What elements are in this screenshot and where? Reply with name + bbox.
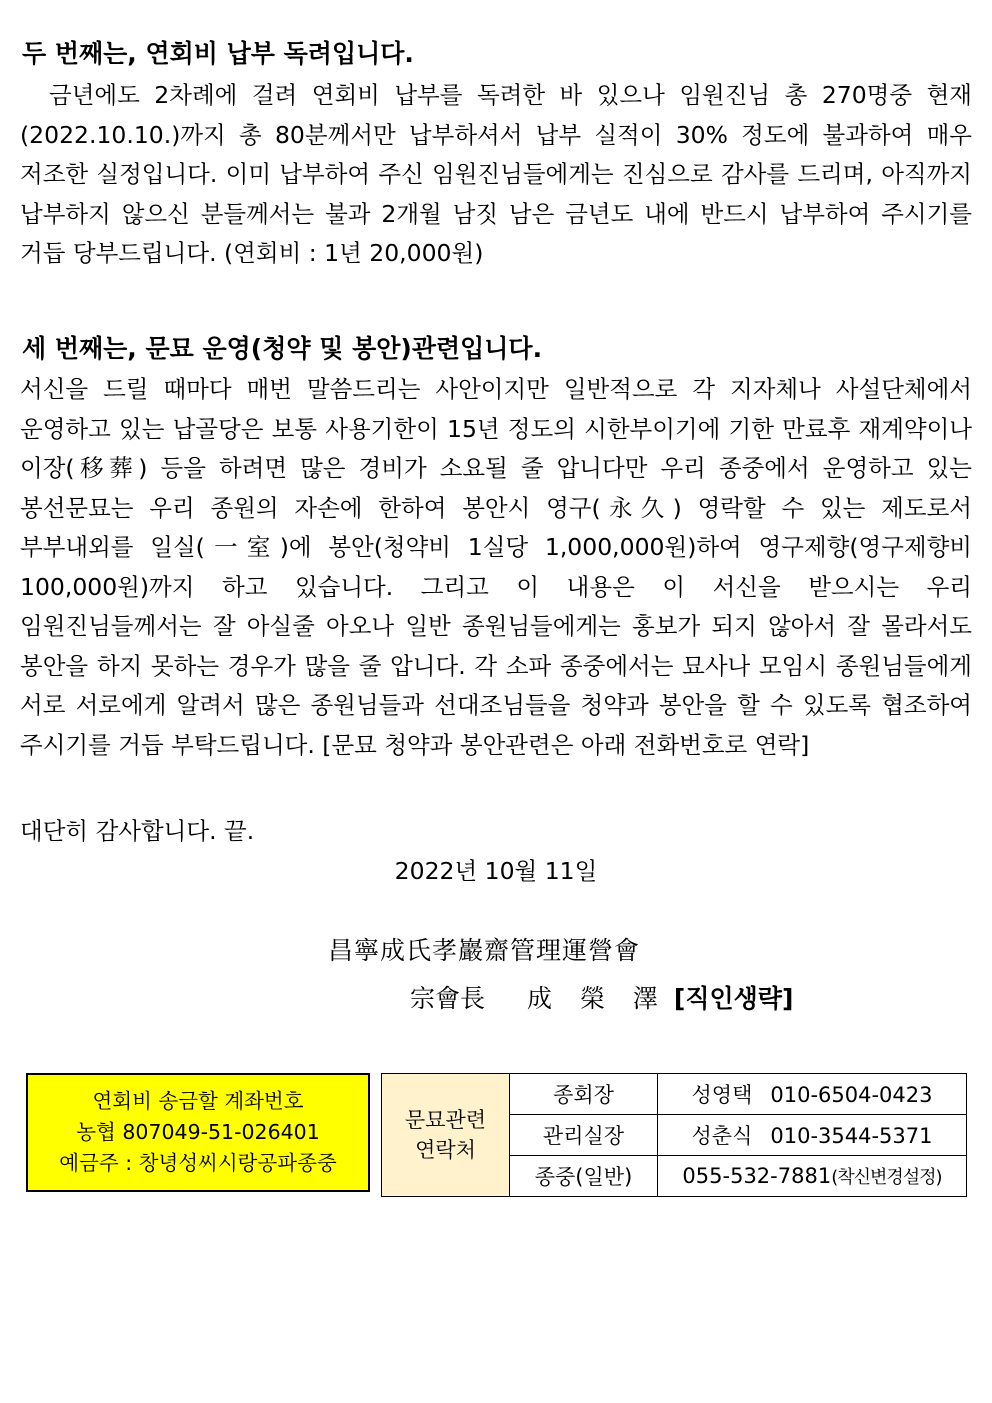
closing-line: 대단히 감사합니다. 끝. — [20, 817, 255, 845]
contact-person: 성춘식 — [691, 1124, 753, 1148]
contact-role: 종회장 — [510, 1074, 658, 1115]
contact-table — [381, 1073, 967, 1197]
section2-body: 금년에도 2차례에 걸려 연회비 납부를 독려한 바 있으나 임원진님 총 270명중 현재(2022.10.10.)까지 총 80분께서만 납부하셔서 납부 실적이 30% 정도에 불과하여 매우 저조한 실정입니다. 이미 납부하여 주신 임원진님들에게는 진심으로 감사를 드리며, 아직까지 납부하지 않으신 분들께서는 불과 2개월 남짓 남은 금년도 내에 반드시 납부하여 주시기를 거듭 당부드립니다. (연회비 : 1년 20,000원) — [20, 81, 980, 267]
organization-name: 昌寧成氏孝巖齋管理運營會 — [328, 936, 641, 965]
contact-phone: 010-3544-5371 — [770, 1124, 933, 1148]
contact-label — [382, 1074, 510, 1197]
account-holder: 예금주 : 창녕성씨시랑공파종중 — [59, 1151, 337, 1175]
letter-date: 2022년 10월 11일 — [394, 857, 598, 885]
section3-body: 서신을 드릴 때마다 매번 말씀드리는 사안이지만 일반적으로 각 지자체나 사설단체에서 운영하고 있는 납골당은 보통 사용기한이 15년 정도의 시한부이기에 기한 만료후 재계약이나 이장(移葬) 등을 하려면 많은 경비가 소요될 줄 압니다만 우리 종중에서 운영하고 있는 봉선문묘는 우리 종원의 자손에 한하여 봉안시 영구(永久) 영락할 수 있는 제도로서 부부내외를 일실(一室)에 봉안(청약비 1실당 1,000,000원)하여 영구제향(영구제향비 100,000원)까지 하고 있습니다. 그리고 이 내용은 이 서신을 받으시는 우리 임원진님들께서는 잘 아실줄 아오나 일반 종원님들에게는 홍보가 되지 않아서 잘 몰라서도 봉안을 하지 못하는 경우가 많을 줄 압니다. 각 소파 종중에서는 묘사나 모임시 종원님들에게 서로 서로에게 알려서 많은 종원님들과 선대조님들을 청약과 봉안을 할 수 있도록 협조하여 주시기를 거듭 부탁드립니다. [문묘 청약과 봉안관련은 아래 전화번호로 연락] — [20, 375, 972, 759]
signature-line — [410, 980, 793, 1018]
contact-note: (착신변경설정) — [831, 1167, 942, 1188]
contact-row — [382, 1074, 967, 1115]
contact-value — [658, 1115, 967, 1156]
contact-label-line1: 문묘관련 — [404, 1108, 487, 1132]
contact-person: 성영택 — [691, 1083, 753, 1107]
account-info-box — [26, 1073, 370, 1192]
contact-role: 종중(일반) — [510, 1156, 658, 1197]
signature-name: 成 榮 澤 — [527, 984, 668, 1013]
contact-phone: 055-532-7881 — [682, 1164, 832, 1188]
account-title: 연회비 송금할 계좌번호 — [92, 1089, 304, 1113]
section2-heading: 두 번째는, 연회비 납부 독려입니다. — [22, 39, 414, 68]
account-number: 농협 807049-51-026401 — [76, 1120, 320, 1144]
contact-value — [658, 1074, 967, 1115]
section3-heading: 세 번째는, 문묘 운영(청약 및 봉안)관련입니다. — [22, 334, 543, 363]
contact-label-line2: 연락처 — [415, 1138, 476, 1162]
contact-value — [658, 1156, 967, 1197]
contact-role: 관리실장 — [510, 1115, 658, 1156]
signature-title: 宗會長 — [410, 984, 486, 1013]
contact-phone: 010-6504-0423 — [770, 1083, 933, 1107]
seal-omitted-note: [직인생략] — [673, 984, 794, 1013]
